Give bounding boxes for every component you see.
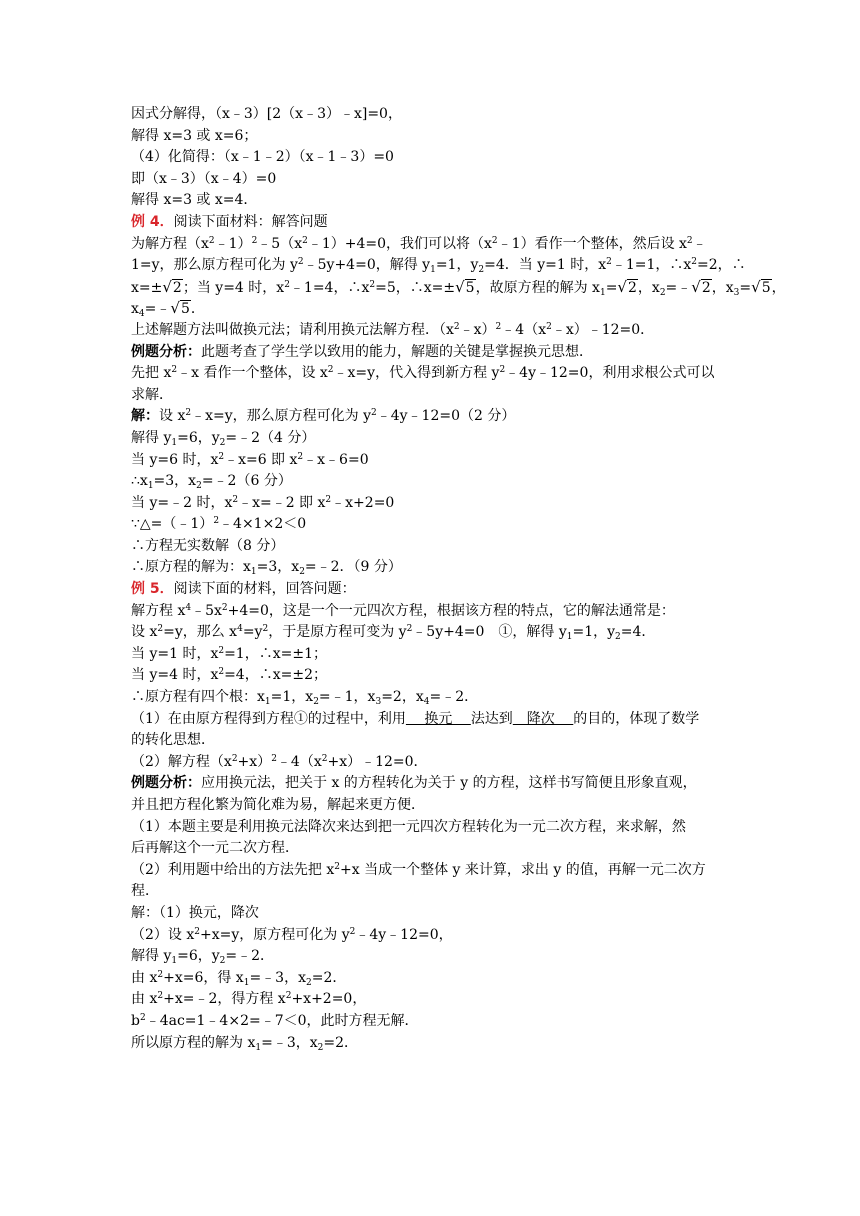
text-segment: 设 x [159, 408, 186, 425]
text-segment: ﹣x+2=0 [331, 494, 395, 511]
radicand: 2 [172, 279, 182, 296]
superscript: 2 [231, 753, 238, 764]
text-line [131, 946, 731, 968]
square-root [751, 277, 771, 300]
text-segment: =﹣2（6 分） [201, 473, 292, 490]
superscript: 2 [285, 991, 292, 1002]
text-segment: =4，∴x=±2； [224, 667, 327, 684]
text-line [131, 385, 731, 407]
superscript: 4 [237, 624, 243, 635]
text-segment: ∴原方程有四个根：x [131, 689, 265, 706]
text-segment: 并且把方程化繁为简化难为易，解起来更方便． [131, 797, 425, 813]
text-line [131, 968, 731, 990]
text-segment: 为解方程（x [131, 235, 209, 252]
text-line [131, 838, 731, 860]
text-segment: =1，y [435, 257, 479, 274]
subscript: 2 [317, 1042, 324, 1053]
text-segment: =6，y [177, 948, 220, 965]
text-segment: =1，x [270, 689, 314, 706]
text-segment: =5，∴x=± [375, 279, 456, 296]
text-line [131, 709, 731, 731]
radical-sign-icon: √ [162, 277, 172, 296]
text-segment: 所以原方程的解为 x [131, 1034, 256, 1051]
text-segment: = [739, 279, 752, 296]
subscript: 4 [138, 309, 145, 320]
radical-sign-icon: √ [617, 277, 627, 296]
text-segment: =y，那么 x [163, 624, 238, 641]
subscript: 1 [255, 1042, 262, 1053]
text-segment: +x）﹣12=0． [327, 753, 428, 770]
text-segment: 解：（1）换元，降次 [131, 904, 259, 921]
text-segment: ﹣5y+4=0，解得 y [303, 257, 431, 274]
superscript: 2 [139, 1012, 146, 1023]
text-segment: =1，y [572, 624, 616, 641]
superscript: 2 [297, 451, 304, 462]
text-segment: ；当 y=4 时，x [182, 279, 285, 296]
text-segment: =﹣ [665, 279, 692, 296]
text-line [131, 406, 731, 428]
superscript: 2 [221, 602, 228, 613]
superscript: 2 [369, 279, 376, 290]
text-line [131, 817, 731, 839]
text-segment: 的目的，体现了数学 [573, 710, 700, 727]
superscript: 2 [691, 257, 698, 268]
text-segment: ﹣1）+4=0，我们可以将（x [307, 235, 492, 252]
radicand: 2 [701, 279, 711, 296]
text-segment: 的转化思想． [131, 732, 215, 749]
text-segment: =2，∴ [697, 257, 746, 274]
text-segment: ∴原方程的解为：x [131, 559, 251, 576]
text-line [131, 1033, 731, 1055]
text-segment: ﹣x 看作一个整体，设 x [177, 365, 328, 382]
text-segment: =3，x [256, 559, 300, 576]
text-line [131, 126, 731, 148]
document-page [131, 104, 786, 1054]
text-segment: （2）设 x [131, 926, 195, 943]
subscript: 1 [566, 632, 573, 643]
superscript: 2 [271, 753, 277, 764]
superscript: 2 [453, 321, 460, 332]
text-segment: ﹣1）看作一个整体，然后设 x [497, 235, 687, 252]
subscript: 1 [171, 437, 178, 448]
text-segment: 解得 x=3 或 x=6； [131, 127, 258, 144]
text-segment: x=± [131, 279, 163, 296]
text-segment: 由 x [131, 969, 158, 986]
text-segment: +x=6，得 x [163, 969, 244, 986]
superscript: 2 [218, 645, 225, 656]
superscript: 2 [327, 365, 334, 376]
text-segment: ，故原方程的解为 x [475, 279, 600, 296]
text-segment: 法达到 [470, 710, 513, 727]
text-segment: （1）本题主要是利用换元法降次来达到把一元四次方程转化为一元二次方程，来求解，然 [131, 818, 686, 835]
text-segment: ﹣x） [459, 321, 496, 338]
text-segment: =﹣2．（9 分） [304, 559, 402, 576]
example-heading: 例 4． [131, 213, 174, 230]
text-segment: 当 y=1 时，x [131, 645, 219, 662]
subscript: 4 [423, 697, 430, 708]
text-segment: ﹣4y﹣12=0，利用求根公式可以 [505, 365, 715, 382]
text-segment: （1）在由原方程得到方程①的过程中，利用 [131, 710, 406, 727]
text-segment: +x） [237, 753, 272, 770]
text-segment: 解得 x=3 或 x=4． [131, 192, 258, 209]
text-line [131, 687, 731, 709]
square-root [617, 277, 637, 300]
text-segment: 阅读下面的材料，回答问题： [173, 581, 356, 598]
subscript: 1 [171, 956, 178, 967]
text-segment: = [605, 279, 618, 296]
square-root [162, 277, 182, 300]
superscript: 2 [232, 494, 239, 505]
subscript: 1 [250, 567, 257, 578]
text-line [131, 169, 731, 191]
text-line [131, 730, 731, 752]
text-segment: 即（x﹣3）（x﹣4）=0 [131, 170, 277, 187]
text-line [131, 277, 786, 299]
subscript: 2 [615, 632, 621, 643]
text-line [131, 428, 731, 450]
superscript: 2 [284, 279, 290, 290]
superscript: 2 [406, 624, 413, 635]
text-segment: 求解． [131, 386, 173, 403]
text-segment: =﹣3，x [261, 1034, 318, 1051]
text-segment: 解得 y [131, 948, 172, 965]
text-line [131, 298, 731, 320]
text-segment: +x 当成一个整体 y 来计算，求出 y 的值，再解一元二次方 [340, 861, 706, 878]
text-segment: =﹣2． [225, 948, 275, 965]
text-segment: 当 y=6 时，x [131, 451, 219, 468]
text-line [131, 320, 731, 342]
radicand: 2 [627, 279, 637, 296]
text-line [131, 665, 731, 687]
example-heading: 例 5． [131, 581, 174, 598]
subscript: 2 [313, 697, 319, 708]
square-root [691, 277, 711, 300]
answer-blank: 降次 [512, 710, 574, 727]
text-segment: （2）利用题中给出的方法先把 x [131, 861, 335, 878]
subscript: 2 [659, 287, 666, 298]
text-segment: 上述解题方法叫做换元法；请利用换元法解方程．（x [131, 321, 454, 338]
text-segment: ﹣1=1，∴x [611, 257, 692, 274]
subscript: 2 [196, 481, 202, 492]
text-line [131, 514, 731, 536]
text-segment: ﹣5（x [257, 235, 303, 252]
text-line [131, 234, 731, 256]
text-segment: 后再解这个一元二次方程． [131, 840, 299, 857]
superscript: 2 [251, 235, 258, 246]
text-segment: 解方程 x [131, 602, 186, 619]
text-segment: 当 y=4 时，x [131, 667, 219, 684]
text-segment: +x+2=0， [291, 991, 367, 1008]
text-line [131, 579, 731, 601]
text-segment: =3，x [153, 473, 197, 490]
text-line [131, 147, 731, 169]
answer-blank: 换元 [405, 710, 471, 727]
text-segment: （2）解方程（x [131, 753, 232, 770]
text-line [131, 342, 731, 364]
superscript: 2 [297, 257, 304, 268]
text-line [131, 989, 731, 1011]
text-segment: ﹣1） [214, 235, 252, 252]
text-segment: ﹣x=﹣2 即 x [238, 494, 326, 511]
superscript: 2 [171, 365, 178, 376]
text-segment: （4）化简得：（x﹣1﹣2）（x﹣1﹣3）=0 [131, 149, 394, 166]
text-segment: ﹣5y+4=0 ①，解得 y [412, 624, 567, 641]
text-line [131, 471, 731, 493]
text-segment: ﹣x﹣6=0 [303, 451, 369, 468]
text-line [131, 493, 731, 515]
text-segment: =4． [620, 624, 656, 641]
text-segment: 应用换元法，把关于 x 的方程转化为关于 y 的方程，这样书写简便且形象直观， [201, 775, 697, 792]
superscript: 2 [499, 365, 506, 376]
text-line [131, 795, 731, 817]
text-segment: 因式分解得，（x﹣3）[2（x﹣3）﹣x]=0， [131, 106, 402, 122]
superscript: 2 [495, 321, 502, 332]
radical-sign-icon: √ [691, 277, 701, 296]
text-segment: ，于是原方程可变为 y [268, 624, 407, 641]
radical-sign-icon: √ [170, 299, 180, 318]
text-segment: 当 y=﹣2 时，x [131, 494, 233, 511]
subscript: 2 [478, 265, 485, 276]
superscript: 2 [208, 235, 215, 246]
text-segment: ﹣1=4，∴x [289, 279, 370, 296]
superscript: 2 [262, 624, 269, 635]
superscript: 2 [491, 235, 498, 246]
text-segment: =﹣3，x [249, 969, 306, 986]
text-segment: =2． [323, 1034, 359, 1051]
text-segment: =﹣ [144, 301, 171, 318]
subscript: 2 [299, 567, 305, 578]
text-segment: ﹣5x [191, 602, 222, 619]
radical-sign-icon: √ [455, 277, 465, 296]
superscript: 2 [686, 235, 693, 246]
text-segment: ， [771, 279, 786, 296]
text-segment: 解得 y [131, 429, 172, 446]
text-segment: +x=﹣2，得方程 x [163, 991, 286, 1008]
text-segment: ﹣4×1×2＜0 [219, 516, 307, 533]
bold-label: 例题分析： [131, 775, 201, 792]
text-segment: +4=0，这是一个一元四次方程，根据该方程的特点，它的解法通常是： [227, 602, 675, 619]
text-segment: 1=y，那么原方程可化为 y [131, 257, 298, 274]
subscript: 1 [264, 697, 271, 708]
superscript: 2 [213, 516, 220, 527]
text-segment: =y [242, 624, 263, 641]
superscript: 2 [157, 969, 164, 980]
radicand: 5 [180, 301, 190, 318]
text-segment: ﹣4y﹣12=0（2 分） [376, 408, 516, 425]
text-segment: =6，y [177, 429, 220, 446]
text-segment: ∴x [131, 473, 148, 490]
text-line [131, 903, 731, 925]
text-segment: 程． [131, 883, 159, 900]
superscript: 2 [302, 235, 308, 246]
text-segment: =﹣1，x [318, 689, 376, 706]
subscript: 1 [243, 977, 250, 988]
square-root [170, 298, 190, 321]
text-segment: ﹣4（x [501, 321, 547, 338]
text-segment: ∵△=（﹣1） [131, 516, 214, 533]
text-line [131, 1011, 731, 1033]
text-segment: x [131, 301, 139, 318]
superscript: 2 [194, 926, 200, 937]
text-segment: ﹣x=y，那么原方程可化为 y [191, 408, 371, 425]
text-line [131, 644, 731, 666]
text-segment: 由 x [131, 991, 158, 1008]
text-segment: =2，x [381, 689, 424, 706]
text-segment: ，x [711, 279, 734, 296]
subscript: 2 [219, 956, 226, 967]
superscript: 2 [546, 321, 552, 332]
superscript: 2 [606, 257, 612, 268]
superscript: 2 [325, 494, 332, 505]
text-line [131, 190, 731, 212]
text-segment: 设 x [131, 624, 158, 641]
text-segment: ﹣4y﹣12=0， [355, 926, 453, 943]
superscript: 4 [185, 602, 192, 613]
text-segment: =2． [311, 969, 347, 986]
text-segment: ﹣4ac=1﹣4×2=﹣7＜0，此时方程无解． [145, 1012, 419, 1029]
superscript: 2 [371, 408, 377, 419]
bold-label: 解： [131, 408, 159, 425]
text-segment: =﹣2． [429, 689, 479, 706]
superscript: 2 [157, 991, 164, 1002]
text-segment: ﹣x=y，代入得到新方程 y [333, 365, 500, 382]
subscript: 1 [147, 481, 154, 492]
subscript: 2 [219, 437, 226, 448]
text-segment: +x=y，原方程可化为 y [200, 926, 350, 943]
text-line [131, 255, 746, 277]
text-segment: 先把 x [131, 365, 172, 382]
subscript: 3 [375, 697, 382, 708]
text-segment: ． [190, 301, 205, 318]
text-segment: 此题考查了学生学以致用的能力，解题的关键是掌握换元思想． [201, 343, 593, 360]
text-segment: 阅读下面材料：解答问题 [173, 213, 328, 230]
text-segment: =1，∴x=±1； [224, 645, 327, 662]
subscript: 2 [305, 977, 312, 988]
superscript: 2 [334, 861, 340, 872]
superscript: 2 [218, 451, 225, 462]
radicand: 5 [761, 279, 771, 296]
subscript: 3 [733, 287, 740, 298]
superscript: 2 [185, 408, 192, 419]
text-segment: ﹣4（x [276, 753, 322, 770]
text-segment: ﹣x）﹣12=0． [551, 321, 655, 338]
text-segment: ，x [637, 279, 660, 296]
radical-sign-icon: √ [751, 277, 761, 296]
superscript: 2 [349, 926, 356, 937]
text-segment: ﹣ [692, 235, 707, 252]
square-root [455, 277, 475, 300]
text-segment: ∴方程无实数解（8 分） [131, 537, 285, 554]
text-line [131, 212, 731, 234]
text-line [131, 104, 731, 126]
text-line [131, 622, 731, 644]
text-line [131, 536, 731, 558]
superscript: 2 [157, 624, 164, 635]
subscript: 1 [599, 287, 606, 298]
text-segment: =﹣2（4 分） [225, 429, 316, 446]
text-line [131, 557, 731, 579]
radicand: 5 [465, 279, 475, 296]
text-line [131, 363, 731, 385]
text-line [131, 450, 731, 472]
subscript: 1 [430, 265, 436, 276]
text-line [131, 601, 731, 623]
text-line [131, 881, 731, 903]
superscript: 2 [321, 753, 328, 764]
superscript: 2 [218, 667, 225, 678]
text-segment: ﹣x=6 即 x [224, 451, 298, 468]
text-line [131, 752, 731, 774]
text-segment: =4．当 y=1 时，x [484, 257, 607, 274]
text-line [131, 773, 731, 795]
bold-label: 例题分析： [131, 343, 201, 360]
text-segment: b [131, 1012, 140, 1029]
text-line [131, 860, 731, 882]
text-line [131, 925, 731, 947]
